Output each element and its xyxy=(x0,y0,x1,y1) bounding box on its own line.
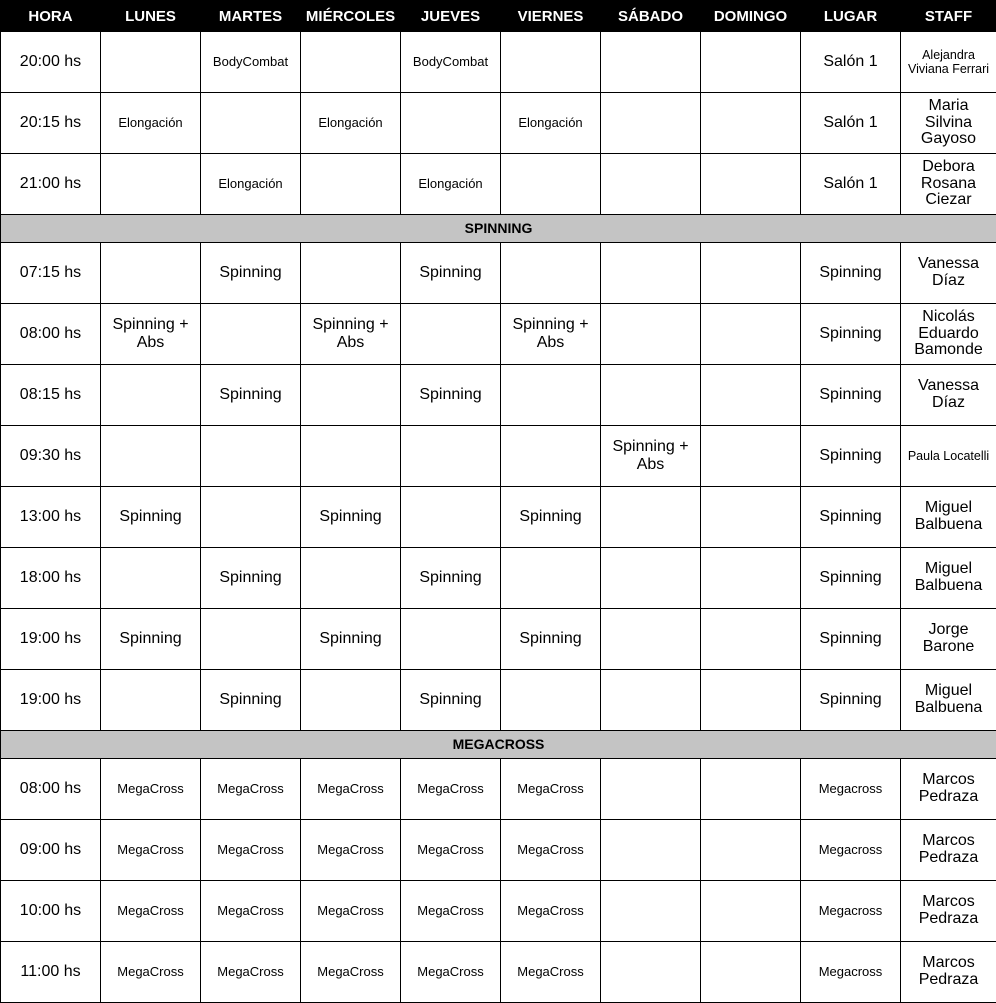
class-cell-sabado xyxy=(601,93,701,154)
table-row xyxy=(1,154,996,215)
header-hora: HORA xyxy=(1,1,101,32)
header-jueves: JUEVES xyxy=(401,1,501,32)
staff-cell: Paula Locatelli xyxy=(901,426,996,487)
class-cell-domingo xyxy=(701,881,801,942)
hora-cell: 08:00 hs xyxy=(1,304,101,365)
class-cell-martes: Elongación xyxy=(201,154,301,215)
class-cell-domingo xyxy=(701,670,801,731)
class-cell-viernes: MegaCross xyxy=(501,881,601,942)
class-cell-sabado xyxy=(601,759,701,820)
class-cell-miercoles xyxy=(301,365,401,426)
class-cell-miercoles: Spinning xyxy=(301,487,401,548)
class-cell-jueves: MegaCross xyxy=(401,820,501,881)
class-cell-domingo xyxy=(701,487,801,548)
class-cell-sabado xyxy=(601,487,701,548)
header-staff: STAFF xyxy=(901,1,996,32)
staff-cell: Maria Silvina Gayoso xyxy=(901,93,996,154)
schedule-body xyxy=(1,32,996,1003)
class-cell-sabado xyxy=(601,32,701,93)
class-cell-lunes xyxy=(101,154,201,215)
hora-cell: 10:00 hs xyxy=(1,881,101,942)
staff-cell: Miguel Balbuena xyxy=(901,670,996,731)
table-row xyxy=(1,820,996,881)
class-cell-jueves: Spinning xyxy=(401,548,501,609)
lugar-cell: Spinning xyxy=(801,426,901,487)
class-cell-martes: MegaCross xyxy=(201,759,301,820)
section-header-megacross xyxy=(1,731,996,759)
class-cell-lunes xyxy=(101,32,201,93)
class-cell-domingo xyxy=(701,820,801,881)
class-cell-domingo xyxy=(701,365,801,426)
staff-cell: Alejandra Viviana Ferrari xyxy=(901,32,996,93)
hora-cell: 07:15 hs xyxy=(1,243,101,304)
class-cell-martes: Spinning xyxy=(201,670,301,731)
lugar-cell: Megacross xyxy=(801,820,901,881)
class-cell-sabado xyxy=(601,820,701,881)
class-cell-lunes: MegaCross xyxy=(101,942,201,1003)
class-cell-viernes: Spinning xyxy=(501,487,601,548)
header-sabado: SÁBADO xyxy=(601,1,701,32)
class-cell-viernes xyxy=(501,154,601,215)
header-lunes: LUNES xyxy=(101,1,201,32)
class-cell-sabado xyxy=(601,243,701,304)
class-cell-martes xyxy=(201,609,301,670)
lugar-cell: Spinning xyxy=(801,670,901,731)
staff-cell: Marcos Pedraza xyxy=(901,942,996,1003)
lugar-cell: Spinning xyxy=(801,609,901,670)
lugar-cell: Megacross xyxy=(801,759,901,820)
staff-cell: Miguel Balbuena xyxy=(901,548,996,609)
staff-cell: Jorge Barone xyxy=(901,609,996,670)
class-cell-sabado xyxy=(601,548,701,609)
class-cell-miercoles: MegaCross xyxy=(301,942,401,1003)
class-cell-martes xyxy=(201,487,301,548)
class-cell-viernes: Spinning + Abs xyxy=(501,304,601,365)
header-domingo: DOMINGO xyxy=(701,1,801,32)
class-cell-domingo xyxy=(701,243,801,304)
hora-cell: 09:30 hs xyxy=(1,426,101,487)
class-cell-domingo xyxy=(701,942,801,1003)
staff-cell: Miguel Balbuena xyxy=(901,487,996,548)
class-cell-sabado xyxy=(601,304,701,365)
class-cell-lunes xyxy=(101,243,201,304)
table-row xyxy=(1,609,996,670)
lugar-cell: Spinning xyxy=(801,548,901,609)
header-martes: MARTES xyxy=(201,1,301,32)
staff-cell: Debora Rosana Ciezar xyxy=(901,154,996,215)
table-row xyxy=(1,426,996,487)
lugar-cell: Spinning xyxy=(801,365,901,426)
table-row xyxy=(1,304,996,365)
class-cell-sabado xyxy=(601,942,701,1003)
class-cell-miercoles xyxy=(301,243,401,304)
class-cell-lunes xyxy=(101,670,201,731)
table-row xyxy=(1,487,996,548)
section-title: MEGACROSS xyxy=(1,731,996,759)
table-row xyxy=(1,759,996,820)
staff-cell: Marcos Pedraza xyxy=(901,820,996,881)
table-row xyxy=(1,32,996,93)
class-cell-miercoles xyxy=(301,32,401,93)
class-cell-domingo xyxy=(701,32,801,93)
class-cell-miercoles: Spinning + Abs xyxy=(301,304,401,365)
class-cell-martes xyxy=(201,304,301,365)
section-title: SPINNING xyxy=(1,215,996,243)
lugar-cell: Megacross xyxy=(801,942,901,1003)
lugar-cell: Salón 1 xyxy=(801,93,901,154)
class-cell-viernes: Elongación xyxy=(501,93,601,154)
class-cell-martes: Spinning xyxy=(201,548,301,609)
class-cell-miercoles: MegaCross xyxy=(301,759,401,820)
hora-cell: 19:00 hs xyxy=(1,609,101,670)
class-cell-lunes xyxy=(101,548,201,609)
lugar-cell: Salón 1 xyxy=(801,32,901,93)
table-row xyxy=(1,548,996,609)
class-cell-domingo xyxy=(701,609,801,670)
class-cell-jueves xyxy=(401,609,501,670)
class-cell-miercoles xyxy=(301,154,401,215)
class-cell-lunes xyxy=(101,426,201,487)
header-viernes: VIERNES xyxy=(501,1,601,32)
lugar-cell: Salón 1 xyxy=(801,154,901,215)
table-row xyxy=(1,93,996,154)
class-cell-viernes: MegaCross xyxy=(501,820,601,881)
header-lugar: LUGAR xyxy=(801,1,901,32)
staff-cell: Nicolás Eduardo Bamonde xyxy=(901,304,996,365)
header-row xyxy=(1,1,996,32)
class-cell-domingo xyxy=(701,304,801,365)
class-cell-viernes: Spinning xyxy=(501,609,601,670)
lugar-cell: Spinning xyxy=(801,243,901,304)
lugar-cell: Spinning xyxy=(801,487,901,548)
class-cell-viernes xyxy=(501,670,601,731)
class-cell-miercoles xyxy=(301,548,401,609)
class-cell-martes: BodyCombat xyxy=(201,32,301,93)
class-cell-lunes: MegaCross xyxy=(101,881,201,942)
class-cell-jueves xyxy=(401,426,501,487)
hora-cell: 09:00 hs xyxy=(1,820,101,881)
class-cell-martes: MegaCross xyxy=(201,881,301,942)
class-cell-domingo xyxy=(701,426,801,487)
table-row xyxy=(1,670,996,731)
section-header-spinning xyxy=(1,215,996,243)
class-cell-miercoles: Elongación xyxy=(301,93,401,154)
class-cell-jueves: Spinning xyxy=(401,365,501,426)
class-cell-jueves xyxy=(401,93,501,154)
hora-cell: 08:15 hs xyxy=(1,365,101,426)
staff-cell: Marcos Pedraza xyxy=(901,881,996,942)
class-cell-miercoles: MegaCross xyxy=(301,820,401,881)
class-cell-viernes xyxy=(501,32,601,93)
class-cell-sabado xyxy=(601,609,701,670)
class-cell-martes: MegaCross xyxy=(201,942,301,1003)
hora-cell: 21:00 hs xyxy=(1,154,101,215)
class-cell-lunes: Spinning + Abs xyxy=(101,304,201,365)
class-cell-jueves xyxy=(401,304,501,365)
class-cell-miercoles xyxy=(301,426,401,487)
hora-cell: 20:00 hs xyxy=(1,32,101,93)
class-cell-jueves: MegaCross xyxy=(401,759,501,820)
class-cell-martes: Spinning xyxy=(201,365,301,426)
class-cell-jueves: Elongación xyxy=(401,154,501,215)
class-cell-domingo xyxy=(701,759,801,820)
class-cell-sabado xyxy=(601,154,701,215)
class-cell-jueves: Spinning xyxy=(401,243,501,304)
hora-cell: 20:15 hs xyxy=(1,93,101,154)
class-cell-viernes xyxy=(501,548,601,609)
class-cell-sabado xyxy=(601,670,701,731)
lugar-cell: Megacross xyxy=(801,881,901,942)
class-cell-viernes: MegaCross xyxy=(501,942,601,1003)
class-cell-jueves: MegaCross xyxy=(401,881,501,942)
class-cell-miercoles: Spinning xyxy=(301,609,401,670)
class-cell-viernes xyxy=(501,243,601,304)
class-cell-viernes: MegaCross xyxy=(501,759,601,820)
class-cell-lunes: MegaCross xyxy=(101,759,201,820)
class-cell-domingo xyxy=(701,154,801,215)
hora-cell: 11:00 hs xyxy=(1,942,101,1003)
class-cell-jueves xyxy=(401,487,501,548)
class-cell-viernes xyxy=(501,426,601,487)
class-cell-lunes: Elongación xyxy=(101,93,201,154)
table-row xyxy=(1,243,996,304)
staff-cell: Marcos Pedraza xyxy=(901,759,996,820)
class-cell-martes: Spinning xyxy=(201,243,301,304)
class-cell-miercoles xyxy=(301,670,401,731)
class-cell-lunes xyxy=(101,365,201,426)
class-cell-sabado xyxy=(601,365,701,426)
class-cell-martes: MegaCross xyxy=(201,820,301,881)
table-row xyxy=(1,942,996,1003)
class-cell-miercoles: MegaCross xyxy=(301,881,401,942)
class-cell-jueves: BodyCombat xyxy=(401,32,501,93)
class-cell-jueves: Spinning xyxy=(401,670,501,731)
class-cell-lunes: MegaCross xyxy=(101,820,201,881)
staff-cell: Vanessa Díaz xyxy=(901,243,996,304)
class-cell-viernes xyxy=(501,365,601,426)
class-cell-martes xyxy=(201,93,301,154)
hora-cell: 19:00 hs xyxy=(1,670,101,731)
class-cell-lunes: Spinning xyxy=(101,609,201,670)
class-cell-lunes: Spinning xyxy=(101,487,201,548)
header-miercoles: MIÉRCOLES xyxy=(301,1,401,32)
hora-cell: 08:00 hs xyxy=(1,759,101,820)
table-row xyxy=(1,365,996,426)
hora-cell: 18:00 hs xyxy=(1,548,101,609)
class-cell-domingo xyxy=(701,93,801,154)
class-cell-sabado xyxy=(601,881,701,942)
table-row xyxy=(1,881,996,942)
class-cell-martes xyxy=(201,426,301,487)
class-cell-jueves: MegaCross xyxy=(401,942,501,1003)
class-cell-domingo xyxy=(701,548,801,609)
staff-cell: Vanessa Díaz xyxy=(901,365,996,426)
class-cell-sabado: Spinning + Abs xyxy=(601,426,701,487)
lugar-cell: Spinning xyxy=(801,304,901,365)
hora-cell: 13:00 hs xyxy=(1,487,101,548)
